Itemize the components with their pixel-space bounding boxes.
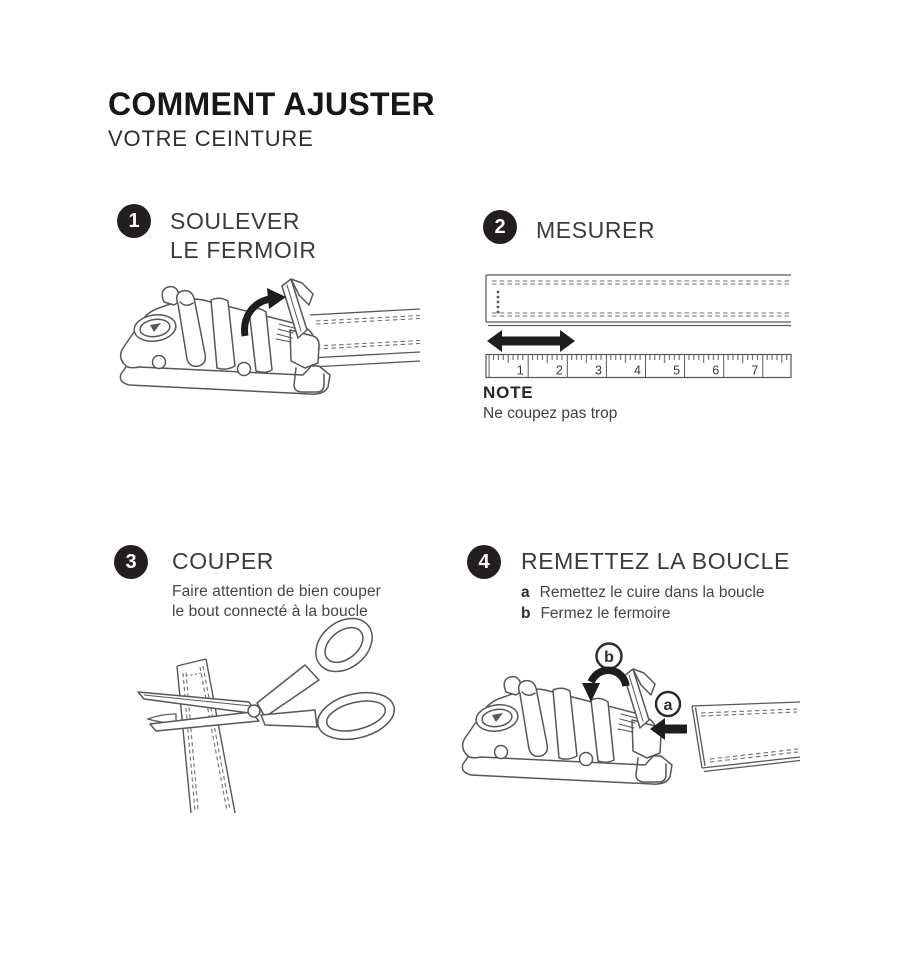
step-1-number: 1 bbox=[128, 209, 140, 232]
step-4-badge bbox=[467, 545, 501, 579]
step-1-title-line1: SOULEVER bbox=[170, 208, 301, 234]
ruler-number: 7 bbox=[751, 363, 759, 378]
step-1-title bbox=[170, 207, 317, 265]
belt-strap-end bbox=[692, 702, 800, 772]
step-1-title-line2: LE FERMOIR bbox=[170, 237, 317, 263]
buckle-lift-figure bbox=[110, 270, 422, 402]
measure-figure bbox=[485, 266, 793, 382]
ruler-number: 5 bbox=[673, 363, 681, 378]
label-b-text: b bbox=[604, 649, 614, 666]
label-a-circle bbox=[656, 692, 680, 716]
ruler bbox=[486, 355, 791, 378]
substep-a-marker: a bbox=[521, 584, 530, 601]
step-3-desc-line2: le bout connecté à la boucle bbox=[172, 603, 368, 620]
belt-buckle bbox=[462, 669, 672, 784]
ruler-number: 4 bbox=[634, 363, 641, 378]
step-2-number: 2 bbox=[494, 215, 506, 238]
step-3-desc-line1: Faire attention de bien couper bbox=[172, 583, 381, 600]
label-b-circle bbox=[597, 644, 622, 669]
note-text: Ne coupez pas trop bbox=[483, 405, 618, 422]
belt-strap bbox=[310, 309, 420, 367]
step-2-badge bbox=[483, 210, 517, 244]
substep-b-text: Fermez le fermoire bbox=[540, 605, 671, 622]
substep-a-text: Remettez le cuire dans la boucle bbox=[539, 584, 765, 601]
step-4-substeps bbox=[521, 582, 765, 624]
step-4-number: 4 bbox=[478, 550, 490, 573]
step-3-number: 3 bbox=[125, 550, 137, 573]
curved-down-arrow-icon bbox=[582, 670, 626, 702]
reattach-figure bbox=[450, 638, 810, 796]
substep-a bbox=[521, 582, 765, 603]
label-a-text: a bbox=[663, 697, 673, 714]
scissors-icon bbox=[138, 616, 399, 747]
belt-strap-vertical bbox=[177, 659, 235, 813]
step-3-badge bbox=[114, 545, 148, 579]
step-4-title: REMETTEZ LA BOUCLE bbox=[521, 548, 790, 574]
page-subtitle: VOTRE CEINTURE bbox=[108, 126, 314, 151]
step-3-title: COUPER bbox=[172, 548, 275, 574]
page-title: COMMENT AJUSTER bbox=[108, 86, 435, 122]
belt-strap-flat bbox=[486, 275, 791, 326]
step-2-title: MESURER bbox=[536, 217, 656, 243]
ruler-number: 6 bbox=[712, 363, 720, 378]
cut-figure bbox=[133, 616, 413, 816]
note-label: NOTE bbox=[483, 383, 534, 402]
ruler-number: 3 bbox=[594, 363, 602, 378]
punch-holes bbox=[497, 291, 500, 314]
substep-b bbox=[521, 603, 765, 624]
substep-b-marker: b bbox=[521, 605, 531, 622]
ruler-number: 1 bbox=[516, 363, 524, 378]
double-arrow-icon bbox=[487, 330, 575, 352]
ruler-number: 2 bbox=[555, 363, 563, 378]
belt-buckle bbox=[120, 279, 330, 394]
step-1-badge bbox=[117, 204, 151, 238]
